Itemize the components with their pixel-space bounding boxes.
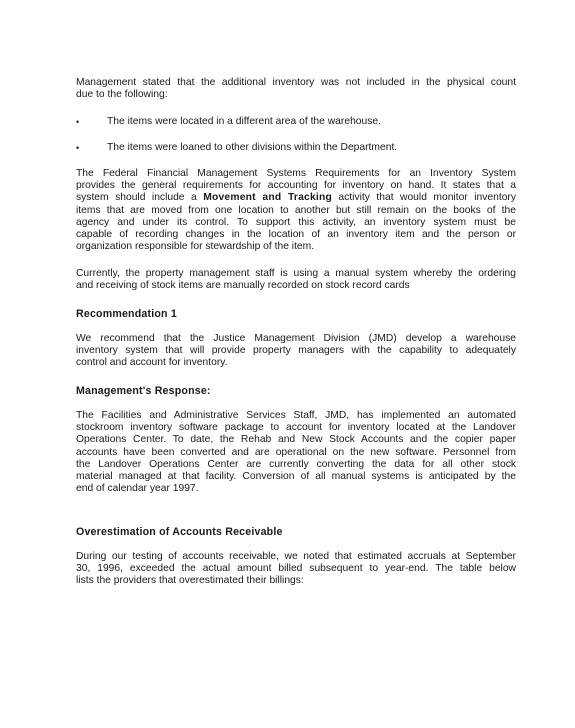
response-line: The Facilities and Administrative Services Staff, JMD, has implemented an automated — [76, 410, 516, 421]
ffmsr-line-pre: system should include a — [76, 192, 204, 204]
ffmsr-line: organization responsible for stewardship of the item. — [76, 241, 315, 253]
movement-and-tracking-term: Movement and Tracking — [203, 192, 332, 204]
ffmsr-line: items that are moved from one location to another but still remain on the books of the — [76, 204, 516, 216]
ffmsr-line: agency and under its control. To support this activity, an inventory system must be — [76, 216, 516, 228]
recommendation-paragraph — [76, 333, 516, 370]
response-line: stockroom inventory software package to account for inventory located at the Landover — [76, 422, 516, 434]
response-line: accounts have been converted and are operational on the new software. Personnel from — [76, 446, 516, 458]
ffmsr-line: provides the general requirements for accounting for inventory on hand. It states that a — [76, 180, 516, 192]
overestimation-heading: Overestimation of Accounts Receivable — [76, 526, 283, 538]
ffmsr-line: The Federal Financial Management Systems Requirements for an Inventory System — [76, 168, 516, 179]
overestimation-line: lists the providers that overestimated their billings: — [76, 575, 304, 587]
response-line: end of calendar year 1997. — [76, 483, 199, 495]
currently-line: and receiving of stock items are manually recorded on stock record cards — [76, 280, 410, 292]
ffmsr-paragraph — [76, 168, 516, 253]
ffmsr-line — [76, 192, 516, 204]
response-paragraph — [76, 410, 516, 495]
recommendation-line: control and account for inventory. — [76, 357, 228, 369]
currently-line: Currently, the property management staff is using a manual system whereby the ordering — [76, 268, 516, 279]
response-line: Operations Center. To date, the Rehab and New Stock Accounts and the copier paper — [76, 434, 516, 446]
bullet-text: The items were located in a different area of the warehouse. — [107, 116, 381, 127]
ffmsr-line-post: activity that would monitor inventory — [331, 192, 516, 204]
intro-paragraph — [76, 77, 516, 101]
bullet-text: The items were loaned to other divisions within the Department. — [107, 142, 398, 153]
response-line: material managed at that facility. Conversion of all manual systems is anticipated by the — [76, 471, 516, 483]
recommendation-line: inventory system that will provide property managers with the capability to adequately — [76, 345, 516, 357]
overestimation-paragraph — [76, 551, 516, 588]
bullet-marker: • — [76, 117, 80, 127]
recommendation-line: We recommend that the Justice Management Division (JMD) develop a warehouse — [76, 333, 516, 344]
intro-line: due to the following: — [76, 89, 168, 101]
intro-line: Management stated that the additional inventory was not included in the physical count — [76, 77, 516, 88]
recommendation-heading: Recommendation 1 — [76, 308, 177, 320]
ffmsr-line: capable of recording changes in the location of an inventory item and the person or — [76, 229, 516, 241]
overestimation-line: During our testing of accounts receivable, we noted that estimated accruals at September — [76, 551, 516, 562]
currently-paragraph — [76, 268, 516, 292]
response-heading: Management's Response: — [76, 385, 211, 397]
bullet-marker: • — [76, 143, 80, 153]
overestimation-line: 30, 1996, exceeded the actual amount billed subsequent to year-end. The table below — [76, 563, 516, 575]
response-line: the Landover Operations Center are currently converting the data for all other stock — [76, 458, 516, 470]
